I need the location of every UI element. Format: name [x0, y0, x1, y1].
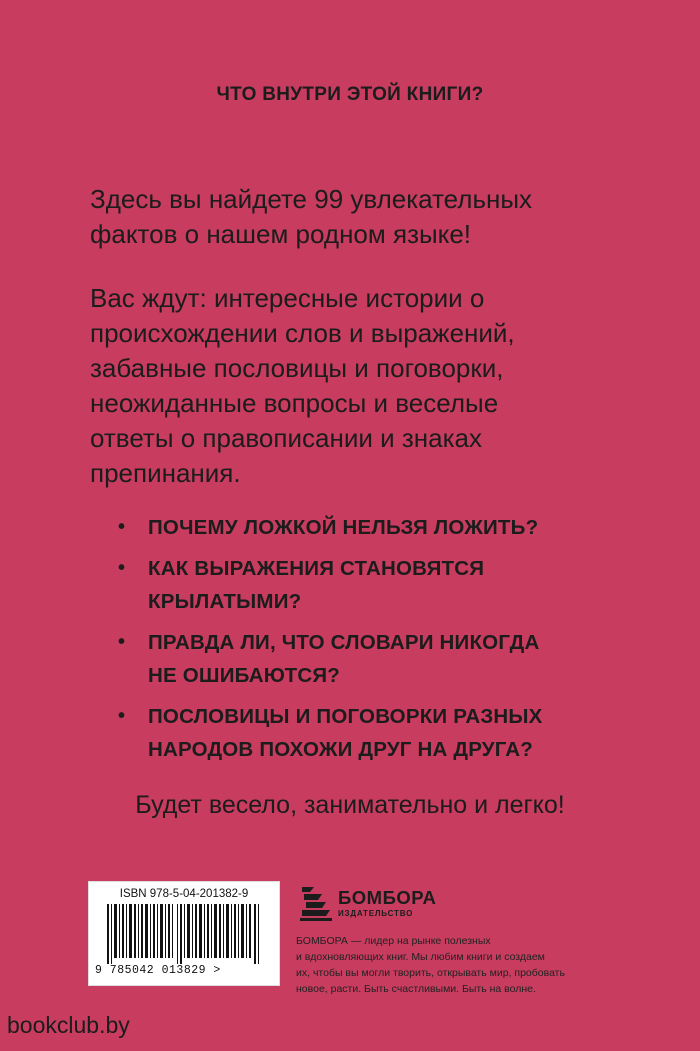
question-line: ПОСЛОВИЦЫ И ПОГОВОРКИ РАЗНЫХ	[148, 705, 543, 728]
description-line: неожиданные вопросы и веселые	[90, 388, 499, 418]
publisher-description-line: их, чтобы вы могли творить, открывать мир, пробовать	[296, 967, 565, 979]
publisher-description-line: новое, расти. Быть счастливыми. Быть на волне.	[296, 983, 536, 995]
description-line: забавные пословицы и поговорки,	[90, 353, 504, 383]
description-paragraph	[90, 281, 650, 491]
barcode-icon	[107, 904, 261, 964]
publisher-subtitle: ИЗДАТЕЛЬСТВО	[338, 909, 414, 918]
bullet-icon: •	[118, 516, 126, 538]
question-line: КАК ВЫРАЖЕНИЯ СТАНОВЯТСЯ	[148, 557, 485, 580]
isbn-number: ISBN 978-5-04-201382-9	[119, 888, 249, 900]
intro-paragraph	[90, 182, 650, 252]
question-item	[118, 552, 638, 618]
section-heading: ЧТО ВНУТРИ ЭТОЙ КНИГИ?	[216, 84, 484, 105]
site-watermark: bookclub.by	[7, 1012, 130, 1038]
barcode-digits: 9 785042 013829 >	[95, 964, 221, 977]
question-list	[118, 511, 638, 774]
description-line: происхождении слов и выражений,	[90, 318, 515, 348]
intro-line: фактов о нашем родном языке!	[90, 219, 472, 249]
question-item	[118, 511, 638, 544]
bullet-icon: •	[118, 705, 126, 727]
question-line: НАРОДОВ ПОХОЖИ ДРУГ НА ДРУГА?	[148, 738, 534, 761]
question-line: НЕ ОШИБАЮТСЯ?	[148, 664, 341, 687]
description-line: ответы о правописании и знаках	[90, 423, 482, 453]
description-line: препинания.	[90, 458, 241, 488]
closing-sentence: Будет весело, занимательно и легко!	[135, 791, 565, 819]
publisher-description-line: БОМБОРА — лидер на рынке полезных	[296, 935, 491, 947]
publisher-description-line: и вдохновляющих книг. Мы любим книги и создаем	[296, 951, 545, 963]
description-line: Вас ждут: интересные истории о	[90, 283, 485, 313]
question-item	[118, 700, 638, 766]
intro-line: Здесь вы найдете 99 увлекательных	[90, 184, 533, 214]
bullet-icon: •	[118, 557, 126, 579]
question-line: КРЫЛАТЫМИ?	[148, 590, 302, 613]
bombora-logo-icon	[296, 883, 336, 923]
question-line: ПРАВДА ЛИ, ЧТО СЛОВАРИ НИКОГДА	[148, 631, 540, 654]
publisher-name: БОМБОРА	[338, 887, 437, 908]
isbn-barcode	[88, 881, 280, 986]
publisher-description	[296, 933, 671, 997]
bullet-icon: •	[118, 631, 126, 653]
question-item	[118, 626, 638, 692]
question-line: ПОЧЕМУ ЛОЖКОЙ НЕЛЬЗЯ ЛОЖИТЬ?	[148, 516, 539, 539]
